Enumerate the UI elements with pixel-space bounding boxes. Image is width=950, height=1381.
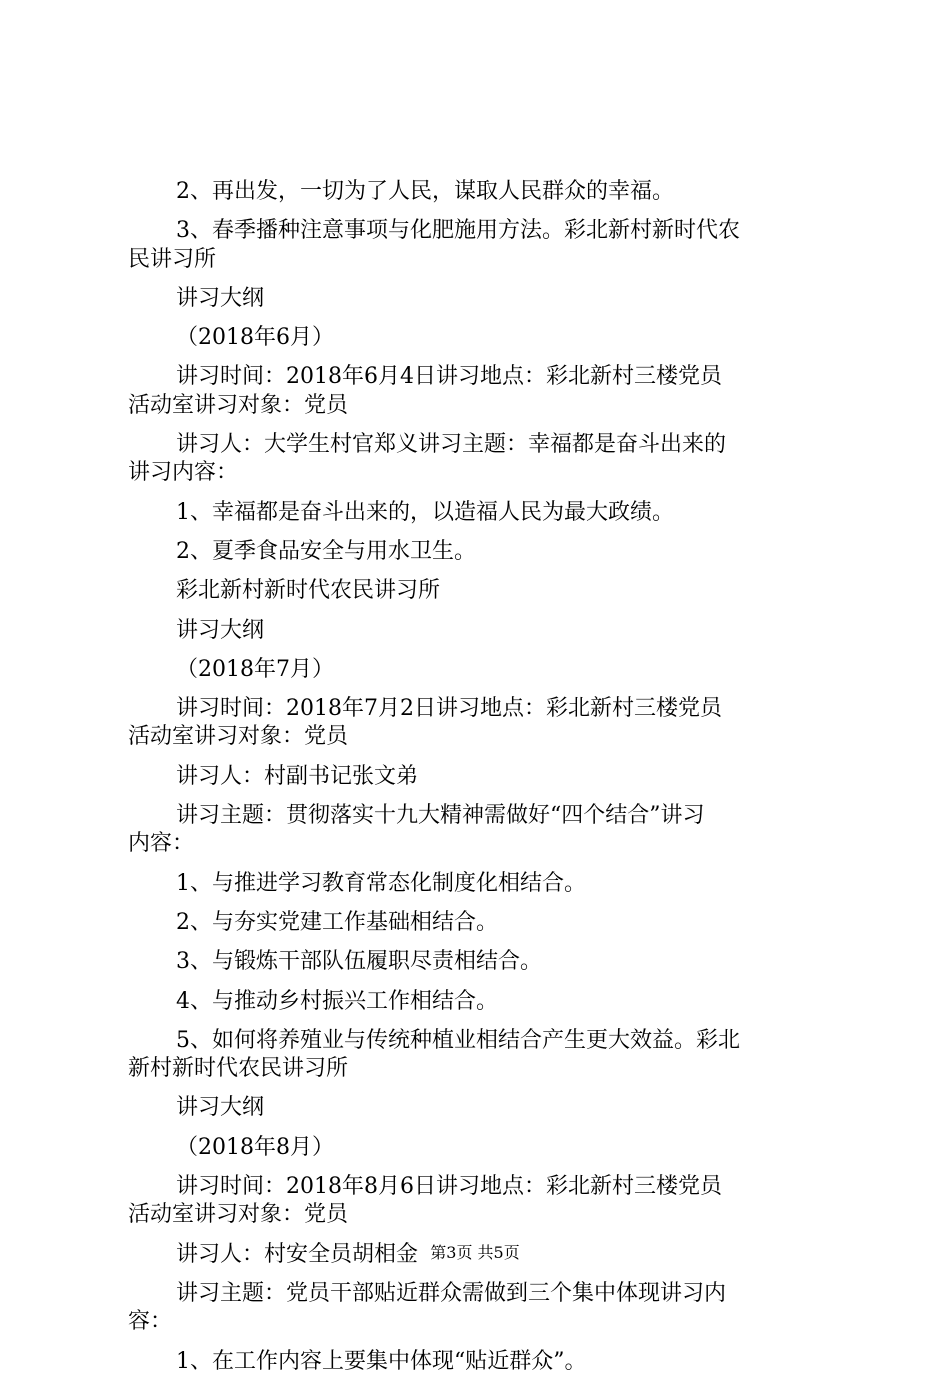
text-line: 1、幸福都是奋斗出来的，以造福人民为最大政绩。: [176, 499, 674, 525]
text-line: 3、与锻炼干部队伍履职尽责相结合。: [176, 949, 542, 975]
text-line: 4、与推动乡村振兴工作相结合。: [176, 988, 498, 1014]
text-line: （2018年8月）: [176, 1134, 334, 1160]
text-line: 活动室讲习对象：党员: [128, 1202, 349, 1228]
text-line: 讲习时间：2018年7月2日讲习地点：彩北新村三楼党员: [176, 696, 722, 722]
text-line: 1、在工作内容上要集中体现“贴近群众”。: [176, 1348, 587, 1374]
text-line: 5、如何将养殖业与传统种植业相结合产生更大效益。彩北: [176, 1027, 740, 1053]
page-number-label: 第3页 共5页: [430, 1243, 520, 1262]
text-line: 讲习主题：贯彻落实十九大精神需做好“四个结合”讲习: [176, 803, 705, 829]
text-line: 讲习大纲: [176, 285, 265, 311]
text-line: 2、与夯实党建工作基础相结合。: [176, 909, 498, 935]
text-line: 讲习人：村副书记张文弟: [176, 763, 419, 789]
text-line: （2018年7月）: [176, 656, 334, 682]
text-line: 民讲习所: [128, 246, 217, 272]
text-line: 3、春季播种注意事项与化肥施用方法。彩北新村新时代农: [176, 218, 740, 244]
text-line: （2018年6月）: [176, 325, 334, 351]
text-line: 讲习主题：党员干部贴近群众需做到三个集中体现讲习内: [176, 1280, 727, 1306]
text-line: 活动室讲习对象：党员: [128, 724, 349, 750]
text-line: 讲习人：大学生村官郑义讲习主题：幸福都是奋斗出来的: [176, 432, 727, 458]
text-line: 讲习大纲: [176, 617, 265, 643]
text-line: 1、与推进学习教育常态化制度化相结合。: [176, 870, 586, 896]
text-line: 2、夏季食品安全与用水卫生。: [176, 538, 476, 564]
text-line: 讲习人：村安全员胡相金: [176, 1241, 419, 1267]
page-footer: [0, 1243, 950, 1263]
text-line: 内容：: [128, 831, 195, 857]
text-line: 讲习时间：2018年8月6日讲习地点：彩北新村三楼党员: [176, 1174, 722, 1200]
text-line: 讲习时间：2018年6月4日讲习地点：彩北新村三楼党员: [176, 364, 722, 390]
text-line: 讲习内容：: [128, 460, 239, 486]
document-body: [128, 172, 833, 1381]
text-line: 彩北新村新时代农民讲习所: [176, 578, 441, 604]
text-line: 新村新时代农民讲习所: [128, 1056, 349, 1082]
text-line: 2、再出发，一切为了人民，谋取人民群众的幸福。: [176, 179, 674, 204]
text-line: 讲习大纲: [176, 1095, 265, 1121]
text-line: 容：: [128, 1309, 173, 1335]
text-line: 活动室讲习对象：党员: [128, 392, 349, 418]
